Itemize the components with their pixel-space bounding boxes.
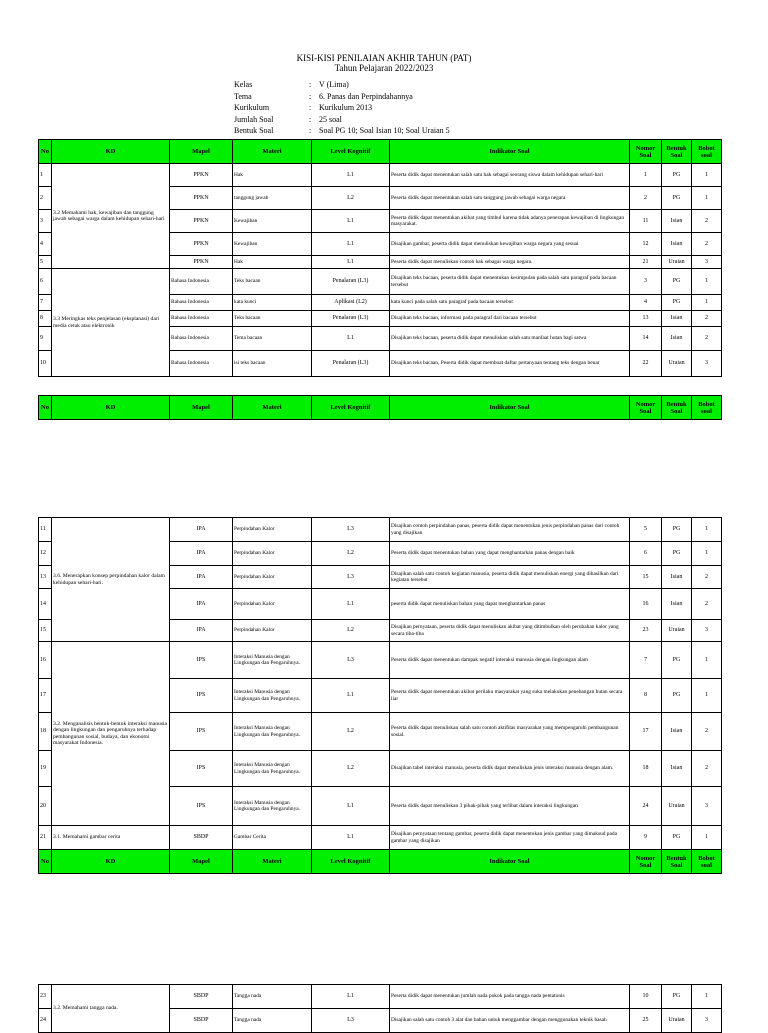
col-header-indikator: Indikator Soal (390, 850, 630, 874)
cell-nomor: 23 (630, 620, 662, 642)
cell-mapel: PPKN (170, 210, 233, 233)
info-row: Bentuk Soal : Soal PG 10; Soal Isian 10; Soal Uraian 5 (234, 126, 450, 135)
col-header-bobot: Bobot soal (692, 140, 722, 164)
cell-no: 12 (39, 542, 52, 566)
cell-bobot: 3 (692, 787, 722, 826)
cell-level: L3 (312, 566, 390, 589)
cell-bentuk: Uraian (662, 620, 692, 642)
cell-indikator: Peserta didik dapat menuliskan salah satu contoh aktifitas masyarakat yang mempengaruhi pembangunan sosial. (390, 713, 630, 751)
cell-materi: Perpindahan Kalor (233, 566, 312, 589)
cell-indikator: Peserta didik dapat menentukan salah satu tanggung jawab sebagai warga negara (390, 187, 630, 210)
info-block (234, 79, 450, 137)
cell-bentuk: Uraian (662, 351, 692, 377)
cell-bobot: 2 (692, 566, 722, 589)
cell-indikator: kata kunci pada salah satu paragraf pada bacaan tersebut (390, 295, 630, 311)
col-header-no: No (39, 396, 52, 420)
cell-bentuk: Isian (662, 713, 692, 751)
cell-bobot: 2 (692, 233, 722, 256)
cell-materi: Hak (233, 164, 312, 187)
col-header-nomor: Nomor Soal (630, 850, 662, 874)
info-value: 6. Panas dan Perpindahannya (319, 91, 413, 101)
cell-indikator: Disajikan salah satu contoh 3 alat dan bahan untuk menggambar dengan menggunakan teknik basah (390, 1009, 630, 1033)
cell-kd: 3.2. Memahami tangga nada. (52, 985, 170, 1033)
cell-level: L1 (312, 787, 390, 826)
cell-level: L2 (312, 620, 390, 642)
cell-materi: isi teks bacaan (233, 351, 312, 377)
cell-level: L1 (312, 589, 390, 620)
col-header-indikator: Indikator Soal (390, 396, 630, 420)
cell-materi: Gambar Cerita (233, 826, 312, 850)
cell-mapel: IPS (170, 787, 233, 826)
table-header-row (39, 850, 722, 874)
info-label: Kurikulum (234, 103, 270, 112)
cell-materi: Interaksi Manusia dengan Lingkungan dan Pengaruhnya. (233, 679, 312, 713)
cell-bentuk: PG (662, 187, 692, 210)
col-header-bentuk: Bentuk Soal (662, 850, 692, 874)
cell-indikator: peserta didik dapat menuliskan bahan yang dapat menghantarkan panas (390, 589, 630, 620)
cell-nomor: 15 (630, 566, 662, 589)
cell-no: 7 (39, 295, 52, 311)
cell-indikator: Disajikan teks bacaan, peserta didik dapat menuliskan salah satu manfaat hutan bagi satwa (390, 327, 630, 351)
cell-kd: 3.2 Memahami hak, kewajiban dan tanggung jawab sebagai warga dalam kehidupan sehari-hari (52, 164, 170, 269)
cell-nomor: 14 (630, 327, 662, 351)
document-header (0, 53, 768, 73)
cell-materi: Perpindahan Kalor (233, 518, 312, 542)
cell-indikator: Disajikan pernyataan, peserta didik dapat menuliskan akibat yang ditimbulkan oleh perubahan kalor yang secara tiba-tiba (390, 620, 630, 642)
cell-bentuk: PG (662, 518, 692, 542)
cell-level: L1 (312, 233, 390, 256)
info-label: Kelas (234, 80, 253, 89)
cell-mapel: Bahasa Indonesia (170, 269, 233, 295)
cell-indikator: Peserta didik dapat menuliskan contoh hak sebagai warga negara. (390, 256, 630, 269)
cell-level: Penalaran (L3) (312, 311, 390, 327)
cell-mapel: PPKN (170, 187, 233, 210)
cell-nomor: 8 (630, 679, 662, 713)
cell-bobot: 2 (692, 311, 722, 327)
cell-indikator: Peserta didik dapat menentukan jumlah nada pokok pada tangga nada pentatonis (390, 985, 630, 1009)
cell-bentuk: PG (662, 295, 692, 311)
cell-mapel: Bahasa Indonesia (170, 327, 233, 351)
info-row: Kurikulum : Kurikulum 2013 (234, 103, 373, 112)
cell-bentuk: PG (662, 542, 692, 566)
cell-mapel: PPKN (170, 164, 233, 187)
cell-mapel: IPS (170, 642, 233, 679)
cell-bobot: 1 (692, 295, 722, 311)
col-header-mapel: Mapel (170, 140, 233, 164)
cell-materi: Tema bacaan (233, 327, 312, 351)
cell-nomor: 22 (630, 351, 662, 377)
cell-bobot: 3 (692, 351, 722, 377)
col-header-bobot: Bobot soal (692, 396, 722, 420)
info-label: Jumlah Soal (234, 114, 274, 124)
cell-bobot: 2 (692, 589, 722, 620)
cell-nomor: 16 (630, 589, 662, 620)
col-header-no: No (39, 850, 52, 874)
info-label: Bentuk Soal (234, 126, 274, 135)
cell-no: 9 (39, 327, 52, 351)
cell-level: L2 (312, 713, 390, 751)
cell-no: 15 (39, 620, 52, 642)
cell-bentuk: Uraian (662, 1009, 692, 1033)
cell-bentuk: Isian (662, 210, 692, 233)
col-header-level: Level Kognitif (312, 396, 390, 420)
col-header-level: Level Kognitif (312, 850, 390, 874)
cell-bobot: 2 (692, 210, 722, 233)
grid-table-3 (38, 984, 722, 1033)
info-value: Soal PG 10; Soal Isian 10; Soal Uraian 5 (319, 126, 450, 135)
cell-materi: kata kunci (233, 295, 312, 311)
table-row (39, 164, 722, 187)
repeated-header-table (38, 395, 722, 420)
cell-level: L1 (312, 327, 390, 351)
cell-level: L3 (312, 1009, 390, 1033)
table-row (39, 826, 722, 850)
academic-year: Tahun Pelajaran 2022/2023 (334, 63, 434, 73)
cell-kd: 3.1. Memahami gambar cerita (52, 826, 170, 850)
cell-bobot: 1 (692, 826, 722, 850)
cell-kd: 3.3 Meringkas teks penjelasan (eksplanasi) dari media cetak atau elektronik (52, 269, 170, 377)
cell-mapel: IPA (170, 620, 233, 642)
col-header-bentuk: Bentuk Soal (662, 396, 692, 420)
cell-materi: Teks bacaan (233, 311, 312, 327)
info-value: V (Lima) (319, 80, 349, 89)
cell-nomor: 13 (630, 311, 662, 327)
cell-no: 19 (39, 751, 52, 787)
cell-no: 8 (39, 311, 52, 327)
cell-bentuk: Isian (662, 566, 692, 589)
cell-indikator: Disajikan salah satu contoh kegiatan manusia, peserta didik dapat menuliskan energi yang dihasilkan dari kegiatan tersebut (390, 566, 630, 589)
cell-no: 18 (39, 713, 52, 751)
grid-table-1 (38, 139, 722, 377)
cell-indikator: Disajikan teks bacaan, peserta didik dapat menentukan kesimpulan pada salah satu paragraf pada bacaan tersebut (390, 269, 630, 295)
cell-mapel: IPA (170, 542, 233, 566)
cell-no: 20 (39, 787, 52, 826)
cell-materi: tanggung jawab (233, 187, 312, 210)
cell-bobot: 1 (692, 542, 722, 566)
col-header-nomor: Nomor Soal (630, 396, 662, 420)
table-row (39, 642, 722, 679)
grid-table-2 (38, 517, 722, 874)
col-header-bentuk: Bentuk Soal (662, 140, 692, 164)
cell-materi: Perpindahan Kalor (233, 542, 312, 566)
info-row: Kelas : V (Lima) (234, 80, 349, 89)
col-header-mapel: Mapel (170, 396, 233, 420)
cell-no: 13 (39, 566, 52, 589)
cell-bobot: 2 (692, 713, 722, 751)
col-header-nomor: Nomor Soal (630, 140, 662, 164)
cell-no: 23 (39, 985, 52, 1009)
cell-bentuk: PG (662, 985, 692, 1009)
cell-nomor: 2 (630, 187, 662, 210)
cell-nomor: 3 (630, 269, 662, 295)
cell-indikator: Peserta didik dapat menentukan akibat yang timbul karena tidak adanya penerapan kewajiban di lingkungan masyarakat. (390, 210, 630, 233)
col-header-level: Level Kognitif (312, 140, 390, 164)
table-row (39, 985, 722, 1009)
cell-mapel: SBDP (170, 1009, 233, 1033)
cell-materi: Interaksi Manusia dengan Lingkungan dan Pengaruhnya. (233, 713, 312, 751)
cell-level: Aplikasi (L2) (312, 295, 390, 311)
cell-bentuk: Uraian (662, 256, 692, 269)
cell-bentuk: Uraian (662, 787, 692, 826)
cell-bobot: 3 (692, 620, 722, 642)
cell-bentuk: PG (662, 642, 692, 679)
cell-materi: Interaksi Manusia dengan Lingkungan dan Pengaruhnya. (233, 642, 312, 679)
cell-bentuk: Isian (662, 751, 692, 787)
col-header-materi: Materi (233, 396, 312, 420)
col-header-indikator: Indikator Soal (390, 140, 630, 164)
cell-indikator: Disajikan tabel interaksi manusia, peserta didik dapat menuliskan jenis interaksi manusia dengan alam. (390, 751, 630, 787)
cell-nomor: 5 (630, 518, 662, 542)
cell-bentuk: Isian (662, 233, 692, 256)
cell-mapel: PPKN (170, 233, 233, 256)
cell-materi: Interaksi Manusia dengan Lingkungan dan Pengaruhnya. (233, 787, 312, 826)
cell-mapel: PPKN (170, 256, 233, 269)
col-header-kd: KD (52, 850, 170, 874)
cell-no: 17 (39, 679, 52, 713)
cell-bentuk: PG (662, 269, 692, 295)
cell-no: 2 (39, 187, 52, 210)
info-value: 25 soal (319, 114, 342, 124)
cell-level: L1 (312, 679, 390, 713)
cell-materi: Perpindahan Kalor (233, 620, 312, 642)
col-header-mapel: Mapel (170, 850, 233, 874)
info-label: Tema (234, 91, 252, 101)
cell-mapel: Bahasa Indonesia (170, 295, 233, 311)
cell-no: 10 (39, 351, 52, 377)
cell-nomor: 11 (630, 210, 662, 233)
cell-mapel: SBDP (170, 826, 233, 850)
cell-mapel: Bahasa Indonesia (170, 311, 233, 327)
cell-kd: 3.6. Menerapkan konsep perpindahan kalor dalam kehidupan sehari-hari. (52, 518, 170, 642)
cell-nomor: 6 (630, 542, 662, 566)
cell-no: 4 (39, 233, 52, 256)
cell-indikator: Peserta didik dapat menentukan akibat perilaku masyarakat yang suka melakukan penebangan hutan secara liar (390, 679, 630, 713)
cell-level: L1 (312, 256, 390, 269)
cell-indikator: Disajikan teks bacaan, informasi pada paragraf dari bacaan tersebut (390, 311, 630, 327)
cell-indikator: Peserta didik dapat menentukan salah satu hak sebagai seorang siswa dalam kehidupan sehari-hari (390, 164, 630, 187)
cell-indikator: Peserta didik dapat menuliskan 3 pihak-pihak yang terlibat dalam interaksi lingkungan (390, 787, 630, 826)
info-row: Tema : 6. Panas dan Perpindahannya (234, 91, 413, 101)
table-row (39, 269, 722, 295)
cell-no: 14 (39, 589, 52, 620)
cell-materi: Teks bacaan (233, 269, 312, 295)
cell-bobot: 1 (692, 642, 722, 679)
cell-materi: Perpindahan Kalor (233, 589, 312, 620)
cell-level: L3 (312, 642, 390, 679)
cell-nomor: 10 (630, 985, 662, 1009)
col-header-materi: Materi (233, 850, 312, 874)
col-header-materi: Materi (233, 140, 312, 164)
cell-bentuk: PG (662, 679, 692, 713)
col-header-kd: KD (52, 140, 170, 164)
cell-nomor: 24 (630, 787, 662, 826)
cell-no: 16 (39, 642, 52, 679)
cell-mapel: IPA (170, 589, 233, 620)
cell-no: 1 (39, 164, 52, 187)
cell-indikator: Disajikan teks bacaan, Peserta didik dapat membuat daftar pertanyaan tentang teks dengan benar (390, 351, 630, 377)
cell-bobot: 1 (692, 518, 722, 542)
cell-mapel: IPA (170, 566, 233, 589)
cell-bobot: 1 (692, 164, 722, 187)
cell-no: 5 (39, 256, 52, 269)
cell-materi: Kewajiban (233, 233, 312, 256)
cell-nomor: 1 (630, 164, 662, 187)
cell-nomor: 25 (630, 1009, 662, 1033)
cell-materi: Tangga nada (233, 1009, 312, 1033)
cell-level: Penalaran (L3) (312, 351, 390, 377)
cell-mapel: IPS (170, 751, 233, 787)
cell-indikator: Peserta didik dapat menentukan bahan yang dapat menghantarkan panas dengan baik (390, 542, 630, 566)
cell-no: 6 (39, 269, 52, 295)
col-header-no: No (39, 140, 52, 164)
cell-nomor: 21 (630, 256, 662, 269)
cell-bentuk: PG (662, 164, 692, 187)
cell-mapel: IPS (170, 679, 233, 713)
table-row (39, 518, 722, 542)
cell-bobot: 2 (692, 327, 722, 351)
cell-mapel: Bahasa Indonesia (170, 351, 233, 377)
cell-no: 21 (39, 826, 52, 850)
table-header-row (39, 396, 722, 420)
cell-bentuk: Isian (662, 311, 692, 327)
col-header-bobot: Bobot soal (692, 850, 722, 874)
cell-bentuk: PG (662, 826, 692, 850)
cell-level: L2 (312, 542, 390, 566)
cell-bentuk: Isian (662, 327, 692, 351)
cell-bobot: 1 (692, 679, 722, 713)
cell-level: L1 (312, 164, 390, 187)
cell-indikator: Disajikan pernyataan tentang gambar, peserta didik dapat menentukan jenis gambar yang dimaksud pada gambar yang disajikan (390, 826, 630, 850)
cell-no: 24 (39, 1009, 52, 1033)
cell-materi: Hak (233, 256, 312, 269)
cell-level: L2 (312, 187, 390, 210)
cell-indikator: Peserta didik dapat menentukan dampak negatif interaksi manusia dengan lingkungan alam (390, 642, 630, 679)
cell-level: Penalaran (L3) (312, 269, 390, 295)
cell-nomor: 7 (630, 642, 662, 679)
cell-indikator: Disajikan gambar, peserta didik dapat menuliskan kewajiban warga negara yang sesuai (390, 233, 630, 256)
cell-nomor: 17 (630, 713, 662, 751)
cell-nomor: 12 (630, 233, 662, 256)
info-value: Kurikulum 2013 (319, 103, 373, 112)
table-header-row (39, 140, 722, 164)
cell-bobot: 3 (692, 1009, 722, 1033)
cell-bobot: 1 (692, 187, 722, 210)
cell-level: L1 (312, 826, 390, 850)
cell-materi: Interaksi Manusia dengan Lingkungan dan Pengaruhnya. (233, 751, 312, 787)
cell-level: L1 (312, 985, 390, 1009)
document-title: KISI-KISI PENILAIAN AKHIR TAHUN (PAT) (296, 53, 472, 63)
cell-nomor: 9 (630, 826, 662, 850)
cell-mapel: IPA (170, 518, 233, 542)
cell-no: 11 (39, 518, 52, 542)
info-row: Jumlah Soal : 25 soal (234, 114, 342, 124)
cell-bobot: 2 (692, 751, 722, 787)
cell-no: 3 (39, 210, 52, 233)
cell-level: L2 (312, 751, 390, 787)
cell-nomor: 18 (630, 751, 662, 787)
cell-mapel: IPS (170, 713, 233, 751)
cell-bentuk: Isian (662, 589, 692, 620)
cell-materi: Kewajiban (233, 210, 312, 233)
col-header-kd: KD (52, 396, 170, 420)
cell-mapel: SBDP (170, 985, 233, 1009)
cell-level: L3 (312, 518, 390, 542)
cell-bobot: 1 (692, 269, 722, 295)
cell-level: L1 (312, 210, 390, 233)
cell-bobot: 1 (692, 985, 722, 1009)
cell-materi: Tangga nada (233, 985, 312, 1009)
cell-kd: 3.2. Menganalisis bentuk-bentuk interaksi manusia dengan lingkungan dan pengaruhnya terhadap pembangunan sosial, budaya, dan ekonomi masyarakat Indonesia. (52, 642, 170, 826)
cell-bobot: 3 (692, 256, 722, 269)
cell-indikator: Disajikan contoh perpindahan panas, peserta didik dapat menentukan jenis perpindahan panas dari contoh yang disajikan (390, 518, 630, 542)
cell-nomor: 4 (630, 295, 662, 311)
